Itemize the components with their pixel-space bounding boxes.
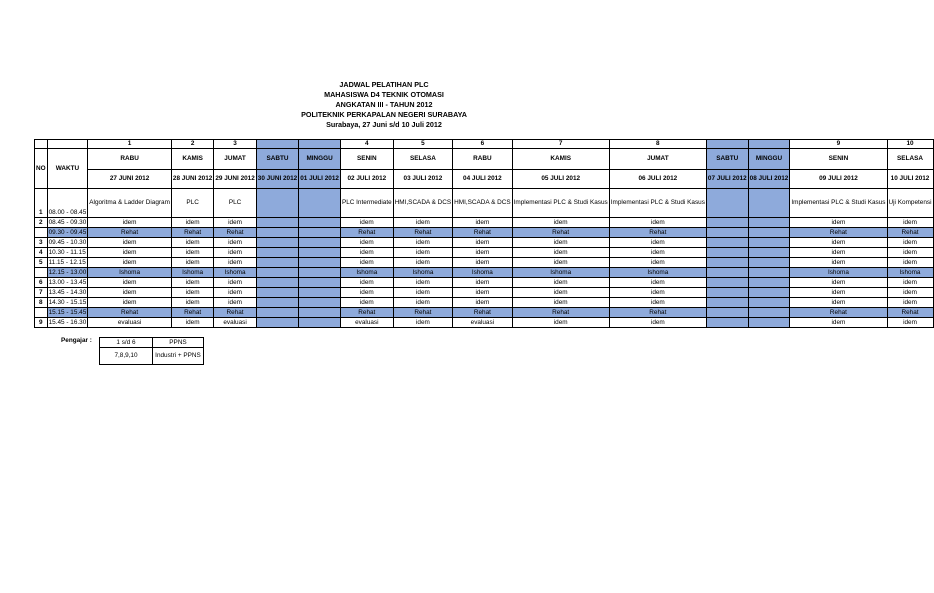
schedule-cell: idem [88, 258, 172, 268]
table-row [35, 218, 934, 228]
header-date-row [35, 170, 934, 189]
row-number: 4 [35, 248, 48, 258]
schedule-cell: idem [171, 238, 213, 248]
schedule-cell: PLC [214, 189, 256, 218]
schedule-cell: idem [512, 258, 609, 268]
schedule-cell: Rehat [214, 308, 256, 318]
schedule-cell [748, 298, 790, 308]
schedule-cell: idem [512, 248, 609, 258]
time-cell: 14.30 - 15.15 [48, 298, 87, 306]
schedule-cell [748, 318, 790, 328]
schedule-cell: idem [214, 278, 256, 288]
schedule-cell: idem [393, 318, 452, 328]
table-row [35, 278, 934, 288]
schedule-cell: idem [171, 288, 213, 298]
schedule-cell [706, 298, 748, 308]
schedule-cell: idem [88, 288, 172, 298]
schedule-cell: idem [609, 288, 706, 298]
schedule-cell: idem [393, 288, 452, 298]
row-number: 8 [35, 298, 48, 308]
time-cell: 09.45 - 10.30 [48, 238, 87, 246]
schedule-cell: Ishoma [393, 268, 452, 278]
row-number [35, 228, 48, 238]
title-line: JADWAL PELATIHAN PLC [339, 80, 429, 89]
schedule-cell: idem [214, 288, 256, 298]
schedule-cell: Ishoma [887, 268, 933, 278]
row-number: 6 [35, 278, 48, 288]
schedule-cell: idem [609, 248, 706, 258]
schedule-cell: idem [609, 238, 706, 248]
pengajar-who: PPNS [153, 338, 204, 348]
schedule-cell: idem [512, 278, 609, 288]
row-number: 2 [35, 218, 48, 228]
schedule-cell [299, 238, 341, 248]
schedule-cell: Rehat [214, 228, 256, 238]
schedule-cell: idem [790, 278, 887, 288]
schedule-cell: Implementasi PLC & Studi Kasus [512, 189, 609, 218]
schedule-cell: idem [340, 298, 393, 308]
schedule-cell: Rehat [393, 228, 452, 238]
day-name: JUMAT [609, 149, 706, 170]
date-cell: 28 JUNI 2012 [171, 170, 213, 189]
schedule-cell: idem [171, 278, 213, 288]
break-row [35, 228, 934, 238]
schedule-cell: Implementasi PLC & Studi Kasus [609, 189, 706, 218]
schedule-cell [256, 298, 298, 308]
schedule-cell: Rehat [340, 228, 393, 238]
schedule-cell: idem [340, 288, 393, 298]
day-name: RABU [88, 149, 172, 170]
time-cell: 15.15 - 15.45 [48, 308, 87, 316]
day-number: 7 [512, 140, 609, 149]
day-name: JUMAT [214, 149, 256, 170]
schedule-cell: Ishoma [790, 268, 887, 278]
schedule-cell [748, 258, 790, 268]
schedule-cell [748, 248, 790, 258]
title-line: Surabaya, 27 Juni s/d 10 Juli 2012 [326, 120, 442, 129]
pengajar-days: 7,8,9,10 [100, 348, 153, 365]
schedule-cell: idem [512, 238, 609, 248]
schedule-cell: idem [453, 278, 512, 288]
schedule-cell [299, 298, 341, 308]
schedule-cell: Rehat [790, 308, 887, 318]
day-number: 5 [393, 140, 452, 149]
schedule-cell: Rehat [88, 308, 172, 318]
blank-cell [47, 140, 88, 149]
schedule-cell: Rehat [609, 308, 706, 318]
schedule-cell [299, 228, 341, 238]
schedule-cell: idem [453, 258, 512, 268]
break-row [35, 308, 934, 318]
day-number: 10 [887, 140, 933, 149]
date-cell: 01 JULI 2012 [299, 170, 341, 189]
schedule-cell [706, 318, 748, 328]
schedule-cell: idem [453, 248, 512, 258]
schedule-cell: idem [340, 218, 393, 228]
day-number: 1 [88, 140, 172, 149]
table-row [35, 238, 934, 248]
schedule-cell [748, 189, 790, 218]
schedule-cell: idem [453, 298, 512, 308]
schedule-cell: idem [609, 218, 706, 228]
day-number: 8 [609, 140, 706, 149]
day-number: 6 [453, 140, 512, 149]
day-number: 2 [171, 140, 213, 149]
schedule-cell: idem [88, 238, 172, 248]
row-number: 7 [35, 288, 48, 298]
date-cell: 27 JUNI 2012 [88, 170, 172, 189]
schedule-cell [706, 258, 748, 268]
schedule-cell [256, 258, 298, 268]
schedule-cell: idem [512, 318, 609, 328]
pengajar-days: 1 s/d 6 [100, 338, 153, 348]
schedule-cell [299, 288, 341, 298]
schedule-cell: idem [790, 298, 887, 308]
schedule-cell: idem [393, 238, 452, 248]
schedule-table [34, 139, 934, 328]
schedule-cell [706, 218, 748, 228]
title-line: MAHASISWA D4 TEKNIK OTOMASI [324, 90, 444, 99]
pengajar-table [99, 337, 204, 365]
date-cell: 09 JULI 2012 [790, 170, 887, 189]
schedule-cell: Rehat [453, 308, 512, 318]
time-cell: 15.45 - 16.30 [48, 318, 87, 326]
schedule-cell: Rehat [790, 228, 887, 238]
schedule-cell [748, 308, 790, 318]
table-row [35, 298, 934, 308]
schedule-cell: Ishoma [609, 268, 706, 278]
schedule-cell [256, 268, 298, 278]
schedule-cell: idem [887, 278, 933, 288]
schedule-cell: idem [171, 258, 213, 268]
schedule-cell: idem [887, 258, 933, 268]
schedule-cell: Algoritma & Ladder Diagram [88, 189, 172, 218]
row-number: 1 [35, 189, 48, 218]
date-cell: 05 JULI 2012 [512, 170, 609, 189]
schedule-cell: idem [453, 288, 512, 298]
schedule-cell: idem [512, 288, 609, 298]
schedule-cell: idem [340, 258, 393, 268]
time-cell: 13.00 - 13.45 [48, 278, 87, 286]
schedule-cell [299, 258, 341, 268]
header-number-row [35, 140, 934, 149]
time-cell: 08.00 - 08.45 [47, 189, 88, 218]
day-number [299, 140, 341, 149]
schedule-cell: Rehat [609, 228, 706, 238]
time-cell: 13.45 - 14.30 [48, 288, 87, 296]
date-cell: 10 JULI 2012 [887, 170, 933, 189]
schedule-cell [706, 268, 748, 278]
schedule-cell [299, 189, 341, 218]
waktu-header: WAKTU [47, 149, 88, 189]
day-name: SELASA [887, 149, 933, 170]
blank-cell [35, 140, 48, 149]
schedule-cell: idem [88, 218, 172, 228]
schedule-cell [256, 278, 298, 288]
schedule-cell: idem [887, 288, 933, 298]
day-number: 9 [790, 140, 887, 149]
schedule-cell: idem [88, 248, 172, 258]
row-number [35, 308, 48, 318]
day-name: SENIN [340, 149, 393, 170]
schedule-cell: Implementasi PLC & Studi Kasus [790, 189, 887, 218]
date-cell: 29 JUNI 2012 [214, 170, 256, 189]
schedule-cell: Rehat [512, 308, 609, 318]
table-row [35, 288, 934, 298]
schedule-cell [299, 318, 341, 328]
schedule-cell: idem [214, 238, 256, 248]
day-number: 3 [214, 140, 256, 149]
schedule-cell: HMI,SCADA & DCS [393, 189, 452, 218]
day-name: SABTU [706, 149, 748, 170]
day-number [256, 140, 298, 149]
date-cell: 02 JULI 2012 [340, 170, 393, 189]
schedule-cell: Ishoma [171, 268, 213, 278]
schedule-cell [706, 278, 748, 288]
schedule-cell: idem [790, 238, 887, 248]
date-cell: 06 JULI 2012 [609, 170, 706, 189]
date-cell: 03 JULI 2012 [393, 170, 452, 189]
schedule-cell [299, 278, 341, 288]
schedule-cell: Ishoma [214, 268, 256, 278]
schedule-cell: Rehat [393, 308, 452, 318]
date-cell: 07 JULI 2012 [706, 170, 748, 189]
schedule-cell [256, 189, 298, 218]
schedule-cell: Ishoma [88, 268, 172, 278]
title-line: POLITEKNIK PERKAPALAN NEGERI SURABAYA [301, 110, 467, 119]
schedule-cell: Ishoma [512, 268, 609, 278]
schedule-cell: idem [393, 248, 452, 258]
schedule-cell: idem [340, 248, 393, 258]
time-cell: 10.30 - 11.15 [48, 248, 86, 256]
schedule-cell [299, 308, 341, 318]
break-row [35, 268, 934, 278]
schedule-cell: idem [88, 298, 172, 308]
schedule-cell: idem [887, 238, 933, 248]
schedule-cell: idem [887, 248, 933, 258]
schedule-cell [706, 288, 748, 298]
schedule-cell [256, 218, 298, 228]
row-number: 3 [35, 238, 48, 248]
schedule-cell: Rehat [171, 228, 213, 238]
title-line: ANGKATAN III - TAHUN 2012 [335, 100, 433, 109]
schedule-cell [748, 268, 790, 278]
table-row [35, 318, 934, 328]
date-cell: 08 JULI 2012 [748, 170, 790, 189]
schedule-cell: Rehat [88, 228, 172, 238]
schedule-cell: Rehat [512, 228, 609, 238]
schedule-cell [706, 308, 748, 318]
schedule-cell: evaluasi [214, 318, 256, 328]
schedule-cell: idem [171, 298, 213, 308]
schedule-cell: idem [609, 278, 706, 288]
schedule-cell: idem [790, 288, 887, 298]
schedule-cell: Rehat [171, 308, 213, 318]
schedule-cell: idem [393, 258, 452, 268]
schedule-cell: idem [393, 278, 452, 288]
time-cell: 11.15 - 12.15 [48, 258, 86, 266]
day-name: MINGGU [299, 149, 341, 170]
document-title [0, 80, 768, 130]
schedule-cell: idem [887, 218, 933, 228]
table-row [35, 189, 934, 218]
schedule-cell: idem [887, 318, 933, 328]
schedule-cell [299, 268, 341, 278]
table-row [35, 248, 934, 258]
schedule-cell [706, 189, 748, 218]
schedule-cell [256, 248, 298, 258]
schedule-cell: idem [512, 218, 609, 228]
schedule-cell: idem [88, 278, 172, 288]
schedule-cell: idem [340, 238, 393, 248]
schedule-cell: idem [609, 298, 706, 308]
day-number: 4 [340, 140, 393, 149]
schedule-cell: idem [887, 298, 933, 308]
schedule-cell: idem [171, 248, 213, 258]
day-name: RABU [453, 149, 512, 170]
schedule-cell [748, 218, 790, 228]
schedule-cell: idem [340, 278, 393, 288]
schedule-cell: idem [393, 298, 452, 308]
date-cell: 04 JULI 2012 [453, 170, 512, 189]
day-name: SABTU [256, 149, 298, 170]
schedule-cell [256, 318, 298, 328]
schedule-cell [256, 288, 298, 298]
schedule-cell: idem [609, 318, 706, 328]
schedule-cell [706, 238, 748, 248]
schedule-cell [256, 308, 298, 318]
day-number [748, 140, 790, 149]
day-name: SENIN [790, 149, 887, 170]
schedule-cell: idem [214, 258, 256, 268]
schedule-cell [706, 248, 748, 258]
schedule-cell: idem [790, 248, 887, 258]
time-cell: 12.15 - 13.00 [48, 268, 87, 276]
schedule-cell [748, 278, 790, 288]
schedule-cell: Rehat [887, 308, 933, 318]
schedule-cell [299, 248, 341, 258]
schedule-cell: Rehat [887, 228, 933, 238]
schedule-cell: idem [393, 218, 452, 228]
row-number: 5 [35, 258, 48, 268]
schedule-cell: idem [214, 248, 256, 258]
row-number: 9 [35, 318, 48, 328]
schedule-cell: Rehat [340, 308, 393, 318]
schedule-cell: evaluasi [453, 318, 512, 328]
schedule-cell: HMI,SCADA & DCS [453, 189, 512, 218]
day-name: MINGGU [748, 149, 790, 170]
pengajar-label: Pengajar : [61, 337, 92, 344]
schedule-cell: Ishoma [453, 268, 512, 278]
schedule-cell: idem [790, 218, 887, 228]
row-number [35, 268, 48, 278]
schedule-cell: idem [790, 258, 887, 268]
schedule-cell [256, 238, 298, 248]
day-number [706, 140, 748, 149]
time-cell: 08.45 - 09.30 [48, 218, 87, 226]
table-row [35, 258, 934, 268]
schedule-cell: idem [171, 218, 213, 228]
schedule-cell [256, 228, 298, 238]
schedule-cell: PLC [171, 189, 213, 218]
day-name: KAMIS [171, 149, 213, 170]
schedule-cell: idem [453, 218, 512, 228]
schedule-cell [748, 228, 790, 238]
schedule-cell: evaluasi [88, 318, 172, 328]
schedule-cell: Rehat [453, 228, 512, 238]
schedule-cell: PLC Intermediate [340, 189, 393, 218]
time-cell: 09.30 - 09.45 [48, 228, 87, 236]
header-day-row [35, 149, 934, 170]
schedule-cell: Uji Kompetensi [887, 189, 933, 218]
schedule-cell: idem [171, 318, 213, 328]
schedule-cell: idem [790, 318, 887, 328]
schedule-cell [748, 288, 790, 298]
date-cell: 30 JUNI 2012 [256, 170, 298, 189]
schedule-cell: idem [214, 298, 256, 308]
day-name: KAMIS [512, 149, 609, 170]
schedule-cell [706, 228, 748, 238]
schedule-cell: evaluasi [340, 318, 393, 328]
day-name: SELASA [393, 149, 452, 170]
schedule-cell: idem [609, 258, 706, 268]
schedule-cell [748, 238, 790, 248]
schedule-cell: Ishoma [340, 268, 393, 278]
schedule-cell [299, 218, 341, 228]
schedule-cell: idem [512, 298, 609, 308]
schedule-cell: idem [214, 218, 256, 228]
schedule-cell: idem [453, 238, 512, 248]
pengajar-who: Industri + PPNS [153, 348, 204, 365]
no-header: NO [35, 149, 48, 189]
